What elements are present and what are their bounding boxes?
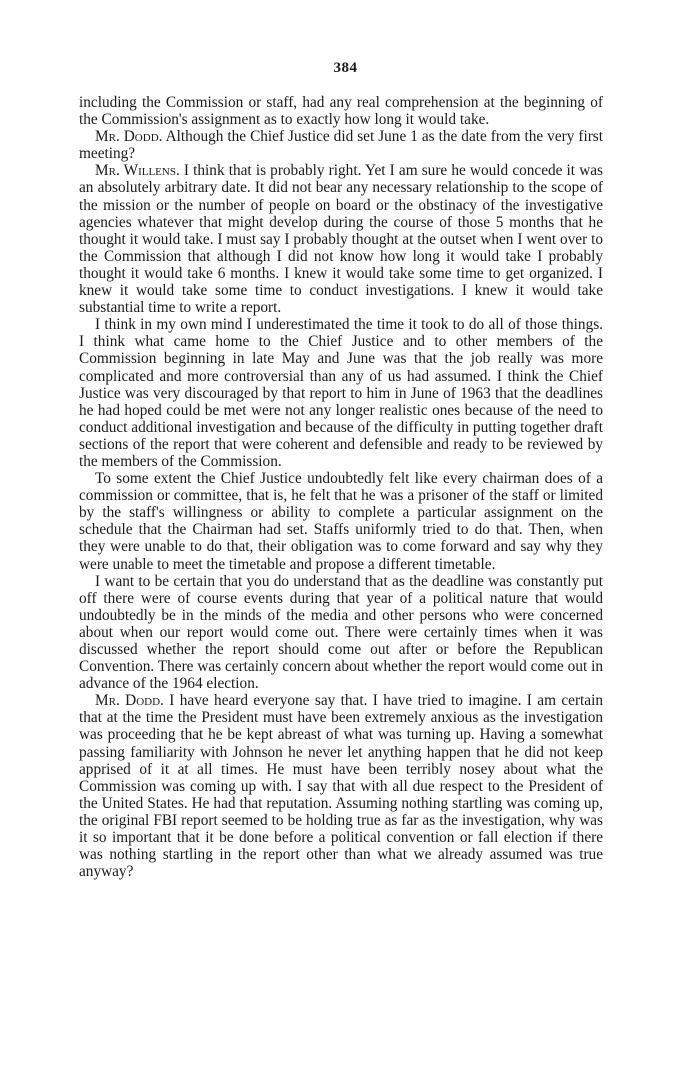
paragraph-text: I have heard everyone say that. I have tried to imagine. I am certain that at the time the President must have been extremely anxious as the investigation was proceeding that he be kept abreast of what was turning up. Having a somewhat passing familiarity with Johnson he never let anything happen that he did not keep apprised of it at all times. He must have been terribly nosey about what the Commission was coming up with. I say that with all due respect to the President of the United States. He had that reputation. Assuming nothing startling was coming up, the original FBI report seemed to be holding true as far as the investigation, why was it so important that it be done before a political convention or fall election if there was nothing startling in the report other than what we already assumed was true anyway? — [79, 692, 603, 881]
page-number: 384 — [333, 60, 358, 76]
paragraph-text: including the Commission or staff, had any real comprehension at the beginning of the Commission's assignment as to exactly how long it would take. — [79, 94, 603, 129]
paragraph-text: I want to be certain that you do understand that as the deadline was constantly put off there were of course events during that year of a political nature that would undoubtedly be in the minds of the media and other persons who were concerned about when our report would come out. There were certainly times when it was discussed whether the report should come out after or before the Republican Convention. There was certainly concern about whether the report would come out in advance of the 1964 election. — [79, 572, 603, 693]
paragraph-text: To some extent the Chief Justice undoubtedly felt like every chairman does of a commission or committee, that is, he felt that he was a prisoner of the staff or limited by the staff's willingness or ability to complete a particular assignment on the schedule that the Chairman had set. Staffs uniformly tried to do that. Then, when they were unable to do that, their obligation was to come forward and say why they were unable to meet the timetable and propose a different timetable. — [79, 470, 603, 573]
paragraph-text: I think that is probably right. Yet I am sure he would concede it was an absolutely arbitrary date. It did not bear any necessary relationship to the scope of the mission or the number of people on board or the obstinacy of the investigative agencies whatever that might develop during the course of those 5 months that he thought it would take. I must say I probably thought at the outset when I went over to the Commission that although I did not know how long it would take I probably thought it would take 6 months. I knew it would take some time to get organized. I knew it would take some time to conduct investigations. I knew it would take substantial time to write a report. — [79, 162, 603, 317]
paragraph-text: Although the Chief Justice did set June 1 as the date from the very first meeting? — [79, 128, 603, 163]
speaker-label: Mr. Dodd. — [95, 128, 163, 146]
paragraph-text: I think in my own mind I underestimated the time it took to do all of those things. I think what came home to the Chief Justice and to other members of the Commission beginning in late May and June was that the job really was more complicated and more controversial than any of us had assumed. I think the Chief Justice was very discouraged by that report to him in June of 1963 that the deadlines he had hoped could be met were not any longer realistic ones because of the need to conduct additional investigation and because of the difficulty in putting together draft sections of the report that were coherent and defensible and ready to be reviewed by the members of the Commission. — [79, 316, 603, 470]
speaker-label: Mr. Willens. — [95, 162, 180, 180]
transcript-body — [79, 94, 603, 880]
speaker-label: Mr. Dodd. — [95, 692, 164, 710]
paragraph-dodd-statement — [79, 692, 603, 880]
paragraph-dodd-question — [79, 128, 603, 162]
paragraph-willens-continued — [79, 316, 603, 470]
paragraph-willens-continued — [79, 573, 603, 693]
paragraph-willens-continued — [79, 470, 603, 573]
paragraph-continuation — [79, 94, 603, 128]
paragraph-willens-answer — [79, 162, 603, 316]
